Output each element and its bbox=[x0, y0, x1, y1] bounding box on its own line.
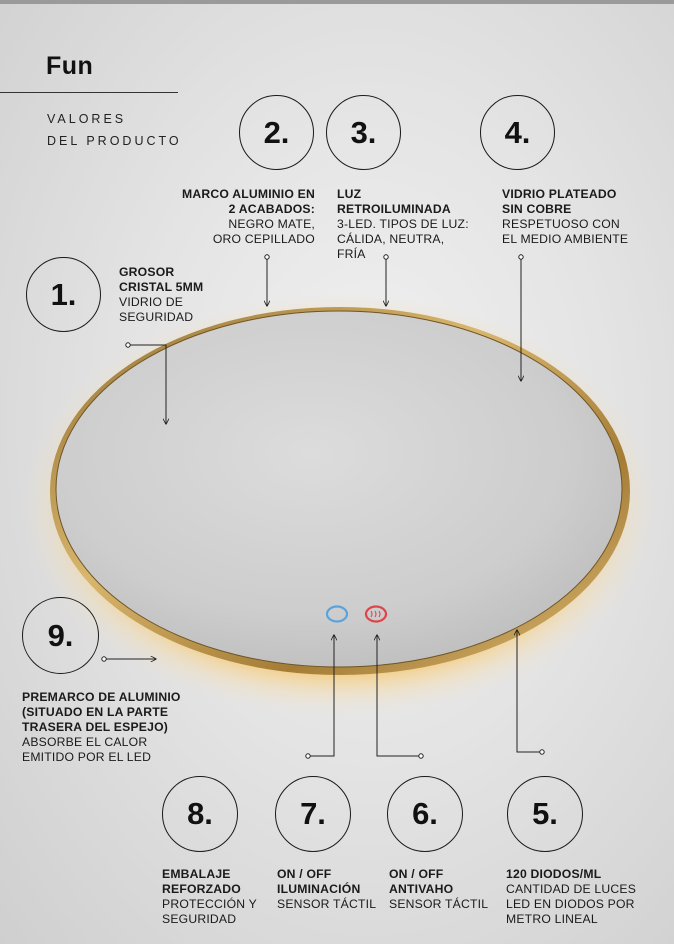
feature-5-text bbox=[506, 867, 636, 927]
feature-4-desc-line: EL MEDIO AMBIENTE bbox=[502, 232, 629, 246]
feature-9-title-line: PREMARCO DE ALUMINIO bbox=[22, 690, 181, 704]
pointer-7-dot bbox=[306, 754, 310, 758]
feature-8-desc-line: PROTECCIÓN Y bbox=[162, 897, 257, 911]
feature-6-title-line: ANTIVAHO bbox=[389, 882, 454, 896]
feature-8-text bbox=[162, 867, 257, 927]
feature-2-number: 2. bbox=[239, 95, 314, 170]
feature-5-number: 5. bbox=[507, 776, 583, 852]
feature-1-title-line: GROSOR bbox=[119, 265, 175, 279]
feature-4-title-line: SIN COBRE bbox=[502, 202, 572, 216]
feature-9-desc-line: EMITIDO POR EL LED bbox=[22, 750, 152, 764]
feature-3-title-line: LUZ bbox=[337, 187, 362, 201]
feature-2-title-line: 2 ACABADOS: bbox=[228, 202, 315, 216]
feature-7-text bbox=[277, 867, 376, 912]
feature-4-title-line: VIDRIO PLATEADO bbox=[502, 187, 617, 201]
feature-9-text bbox=[22, 690, 181, 765]
feature-9-title-line: TRASERA DEL ESPEJO) bbox=[22, 720, 169, 734]
feature-2-desc-line: NEGRO MATE, bbox=[228, 217, 315, 231]
feature-7-number: 7. bbox=[275, 776, 351, 852]
pointer-6-dot bbox=[419, 754, 423, 758]
feature-3-title-line: RETROILUMINADA bbox=[337, 202, 451, 216]
feature-9-desc-line: ABSORBE EL CALOR bbox=[22, 735, 148, 749]
feature-1-title-line: CRISTAL 5MM bbox=[119, 280, 204, 294]
pointer-9-dot bbox=[102, 657, 106, 661]
feature-9-title-line: (SITUADO EN LA PARTE bbox=[22, 705, 169, 719]
feature-6-title-line: ON / OFF bbox=[389, 867, 444, 881]
feature-4-text bbox=[502, 187, 628, 247]
pointer-1-dot bbox=[126, 343, 130, 347]
feature-3-desc-line: FRÍA bbox=[337, 247, 366, 261]
feature-9-number: 9. bbox=[22, 597, 99, 674]
feature-2-text bbox=[182, 187, 315, 247]
feature-6-number: 6. bbox=[387, 776, 463, 852]
feature-8-title-line: EMBALAJE bbox=[162, 867, 231, 881]
pointer-4-dot bbox=[519, 255, 523, 259]
feature-1-number: 1. bbox=[26, 257, 101, 332]
feature-5-desc-line: METRO LINEAL bbox=[506, 912, 598, 926]
subtitle-line-1: VALORES bbox=[47, 112, 127, 126]
feature-7-title-line: ILUMINACIÓN bbox=[277, 882, 361, 896]
subtitle-line-2: DEL PRODUCTO bbox=[47, 134, 182, 148]
pointer-5-dot bbox=[540, 750, 544, 754]
feature-2-desc-line: ORO CEPILLADO bbox=[212, 232, 315, 246]
feature-8-desc-line: SEGURIDAD bbox=[162, 912, 237, 926]
feature-7-desc-line: SENSOR TÁCTIL bbox=[277, 897, 377, 911]
feature-1-desc-line: SEGURIDAD bbox=[119, 310, 194, 324]
feature-8-title-line: REFORZADO bbox=[162, 882, 241, 896]
feature-1-desc-line: VIDRIO DE bbox=[119, 295, 184, 309]
pointer-2-dot bbox=[265, 255, 269, 259]
feature-7-title-line: ON / OFF bbox=[277, 867, 332, 881]
feature-6-desc-line: SENSOR TÁCTIL bbox=[389, 897, 489, 911]
feature-5-title-line: 120 DIODOS/ML bbox=[506, 867, 602, 881]
feature-3-text bbox=[337, 187, 469, 262]
feature-5-desc-line: LED EN DIODOS POR bbox=[506, 897, 635, 911]
feature-5-desc-line: CANTIDAD DE LUCES bbox=[506, 882, 637, 896]
feature-3-desc-line: 3-LED. TIPOS DE LUZ: bbox=[337, 217, 469, 231]
feature-3-desc-line: CÁLIDA, NEUTRA, bbox=[337, 232, 445, 246]
feature-4-number: 4. bbox=[480, 95, 555, 170]
mirror-glass bbox=[56, 311, 622, 667]
feature-6-text bbox=[389, 867, 488, 912]
feature-8-number: 8. bbox=[162, 776, 238, 852]
feature-4-desc-line: RESPETUOSO CON bbox=[502, 217, 620, 231]
feature-3-number: 3. bbox=[326, 95, 401, 170]
feature-1-text bbox=[119, 265, 203, 325]
feature-2-title-line: MARCO ALUMINIO EN bbox=[182, 187, 315, 201]
brand-title: Fun bbox=[46, 52, 94, 80]
